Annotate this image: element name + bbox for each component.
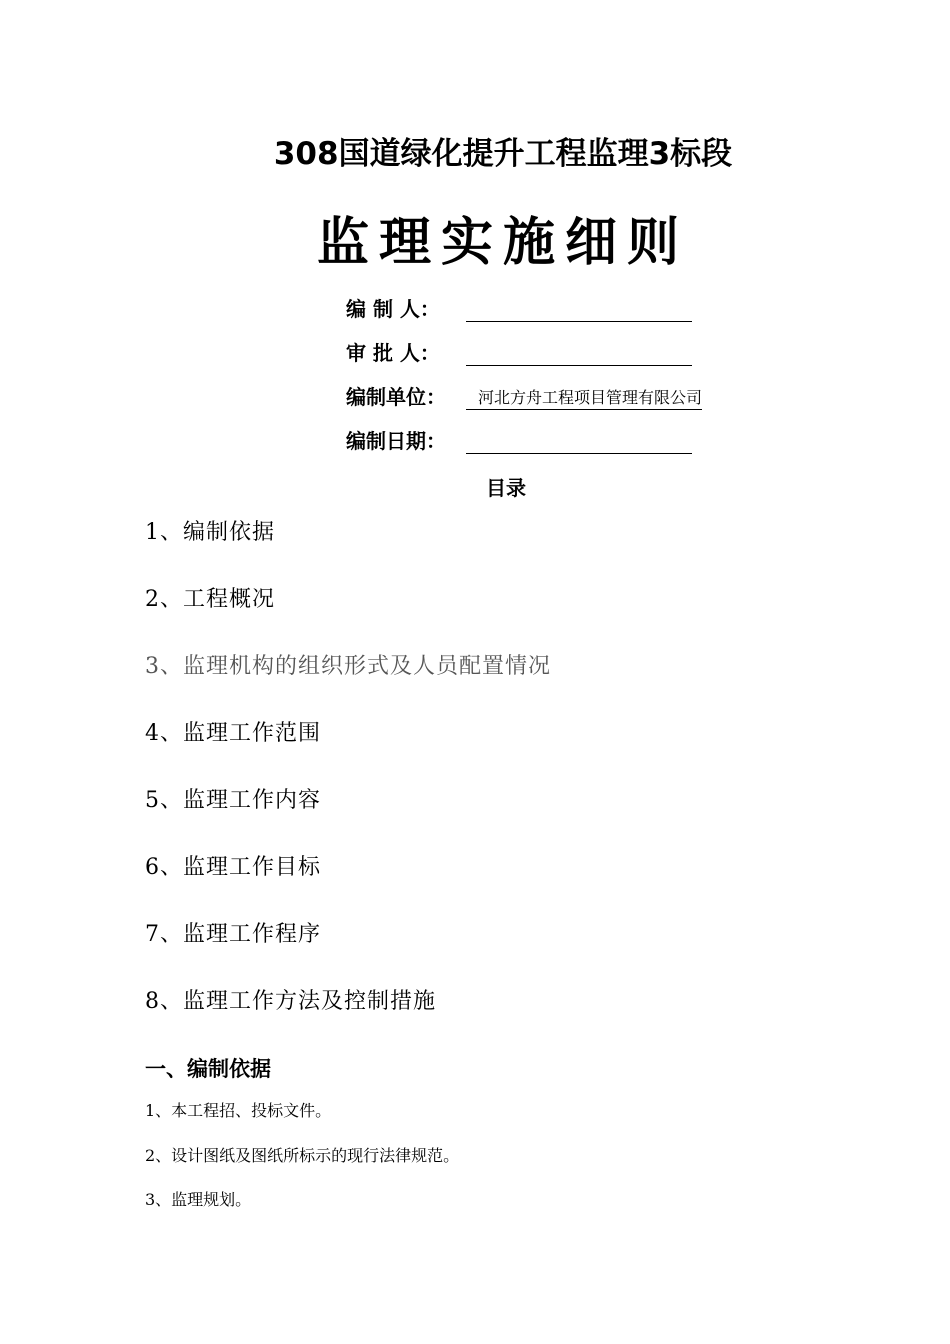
toc-item: 3、监理机构的组织形式及人员配置情况 (145, 654, 551, 679)
info-row-date (346, 424, 692, 454)
project-title: 308国道绿化提升工程监理3标段 (273, 136, 733, 172)
toc-item: 8、监理工作方法及控制措施 (145, 989, 436, 1014)
body-paragraph: 1、本工程招、投标文件。 (145, 1101, 332, 1120)
info-value-organization: 河北方舟工程项目管理有限公司 (466, 385, 702, 410)
info-blank-date (466, 429, 692, 454)
info-label-approver: 审 批 人： (346, 341, 440, 365)
toc-item: 2、工程概况 (145, 587, 275, 612)
toc-item: 1、编制依据 (145, 520, 275, 545)
toc-item: 4、监理工作范围 (145, 721, 321, 746)
info-blank-compiler (466, 297, 692, 322)
toc-item: 6、监理工作目标 (145, 855, 321, 880)
info-label-organization: 编制单位： (346, 385, 446, 409)
body-paragraph: 2、设计图纸及图纸所标示的现行法律规范。 (145, 1146, 460, 1165)
body-paragraph: 3、监理规划。 (145, 1190, 252, 1209)
info-row-compiler (346, 292, 692, 322)
document-title: 监理实施细则 (316, 212, 689, 273)
info-row-approver (346, 336, 692, 366)
section-heading: 一、编制依据 (145, 1057, 271, 1081)
toc-item: 7、监理工作程序 (145, 922, 321, 947)
info-label-compiler: 编 制 人： (346, 297, 440, 321)
info-label-date: 编制日期： (346, 429, 446, 453)
toc-item: 5、监理工作内容 (145, 788, 321, 813)
toc-title: 目录 (486, 476, 526, 500)
info-blank-approver (466, 341, 692, 366)
info-row-organization (346, 380, 702, 410)
